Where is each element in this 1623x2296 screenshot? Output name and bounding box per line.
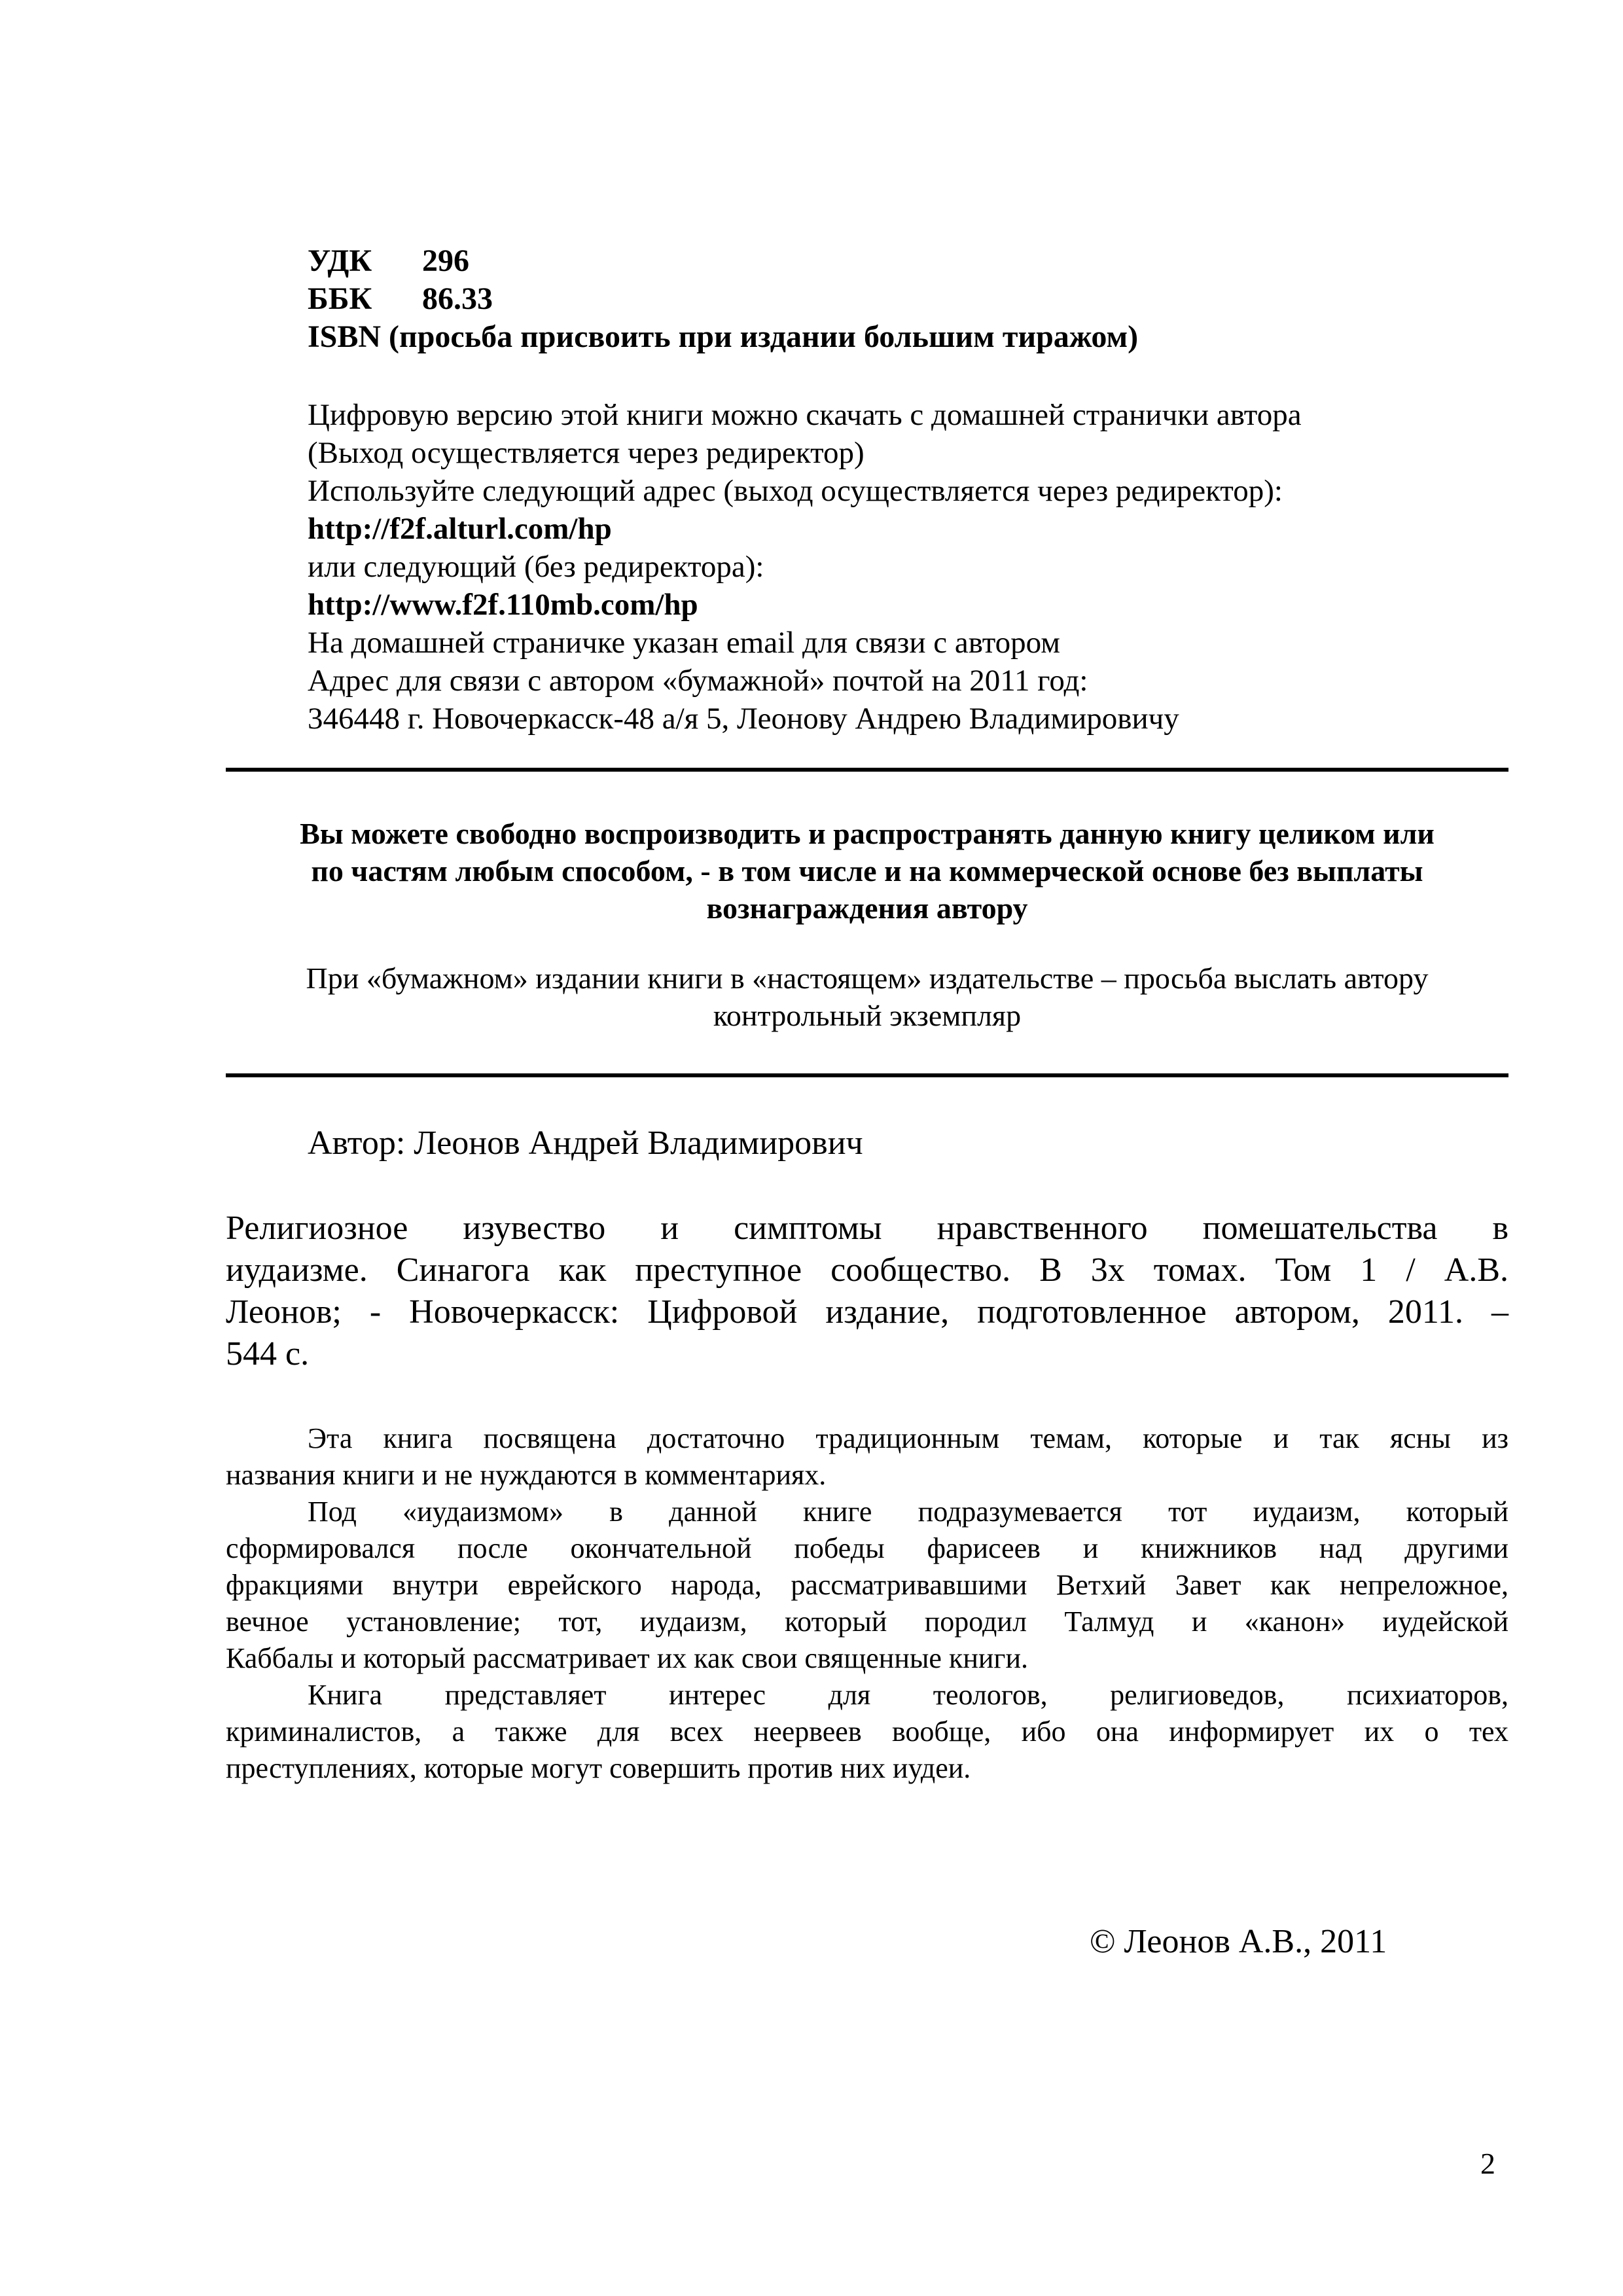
annotation-line: вечное установление; тот, иудаизм, который породил Талмуд и «канон» иудейской: [226, 1605, 1508, 1638]
author-line: Автор: Леонов Андрей Владимирович: [308, 1124, 863, 1162]
annotation-line: названия книги и не нуждаются в комментариях.: [226, 1459, 827, 1491]
annotation-line: Под «иудаизмом» в данной книге подразумевается тот иудаизм, который: [308, 1496, 1508, 1528]
biblio-line: Леонов; - Новочеркасск: Цифровой издание, подготовленное автором, 2011. –: [226, 1293, 1508, 1331]
divider-bottom: [226, 1073, 1508, 1077]
note-line: контрольный экземпляр: [713, 999, 1022, 1032]
rights-line: по частям любым способом, - в том числе и на коммерческой основе без выплаты: [311, 854, 1423, 888]
bbk-value: 86.33: [422, 281, 493, 316]
biblio-line: Религиозное изувество и симптомы нравственного помешательства в: [226, 1210, 1508, 1247]
annotation: [226, 1420, 1508, 1787]
page-number: 2: [1480, 2147, 1495, 2180]
divider-top: [226, 768, 1508, 772]
info-line: (Выход осуществляется через редиректор): [308, 436, 865, 470]
rights-line: вознаграждения автору: [706, 891, 1028, 925]
annotation-line: криминалистов, а также для всех неервеев вообще, ибо она информирует их о тех: [226, 1715, 1508, 1748]
bbk-label: ББК: [308, 281, 372, 316]
info-line: На домашней страничке указан email для связи с автором: [308, 626, 1060, 660]
info-line: Цифровую версию этой книги можно скачать с домашней странички автора: [308, 398, 1302, 432]
note-line: При «бумажном» издании книги в «настоящем» издательстве – просьба выслать автору: [306, 961, 1429, 995]
isbn-line: ISBN (просьба присвоить при издании большим тиражом): [308, 319, 1139, 354]
bbk-row: [308, 280, 1138, 318]
annotation-line: сформировался после окончательной победы фарисеев и книжников над другими: [226, 1532, 1508, 1564]
annotation-paragraph: [226, 1677, 1508, 1787]
copyright-notice: © Леонов А.В., 2011: [1090, 1923, 1387, 1960]
homepage-url-redirect[interactable]: http://f2f.alturl.com/hp: [308, 512, 612, 546]
annotation-line: фракциями внутри еврейского народа, рассматривавшими Ветхий Завет как непреложное,: [226, 1569, 1508, 1601]
annotation-paragraph: [226, 1420, 1508, 1494]
digital-version-info: [308, 396, 1302, 738]
annotation-paragraph: [226, 1494, 1508, 1677]
rights-notice: [226, 815, 1508, 1034]
udk-value: 296: [422, 243, 469, 278]
udk-row: [308, 242, 1138, 280]
biblio-line: 544 с.: [226, 1335, 310, 1372]
udk-label: УДК: [308, 243, 372, 278]
info-line: Используйте следующий адрес (выход осуществляется через редиректор):: [308, 474, 1283, 508]
bibliographic-description: [226, 1208, 1508, 1375]
classification-codes: [308, 242, 1138, 356]
print-request-note: [226, 960, 1508, 1034]
rights-line: Вы можете свободно воспроизводить и распространять данную книгу целиком или: [300, 817, 1435, 850]
info-line: Адрес для связи с автором «бумажной» почтой на 2011 год:: [308, 664, 1088, 698]
info-line: или следующий (без редиректора):: [308, 550, 764, 584]
annotation-line: Книга представляет интерес для теологов, религиоведов, психиаторов,: [308, 1679, 1508, 1711]
annotation-line: Эта книга посвящена достаточно традиционным темам, которые и так ясны из: [308, 1422, 1508, 1454]
postal-address: 346448 г. Новочеркасск-48 а/я 5, Леонову Андрею Владимировичу: [308, 702, 1179, 736]
annotation-line: Каббалы и который рассматривает их как свои священные книги.: [226, 1642, 1029, 1674]
homepage-url-direct[interactable]: http://www.f2f.110mb.com/hp: [308, 588, 698, 622]
biblio-line: иудаизме. Синагога как преступное сообщество. В 3х томах. Том 1 / А.В.: [226, 1251, 1508, 1289]
annotation-line: преступлениях, которые могут совершить против них иудеи.: [226, 1752, 971, 1784]
rights-statement: [226, 815, 1508, 927]
